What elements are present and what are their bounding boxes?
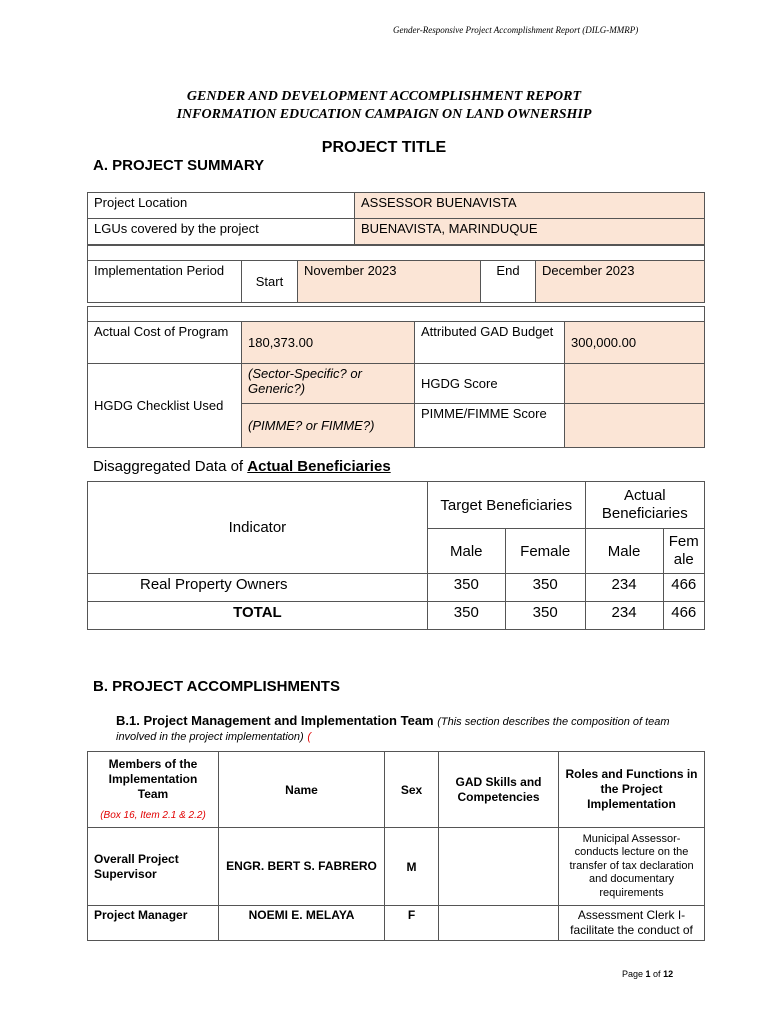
total-target-male: 350 <box>427 602 505 630</box>
sex-header: Sex <box>385 752 439 828</box>
team-table <box>87 751 705 941</box>
cost-value: 180,373.00 <box>242 322 415 364</box>
disaggregated-prefix: Disaggregated Data of <box>93 458 248 475</box>
pimme-score-label: PIMME/FIMME Score <box>415 404 565 448</box>
summary-location-table <box>87 192 705 245</box>
beneficiaries-table <box>87 481 705 630</box>
actual-header: Actual Beneficiaries <box>585 482 704 529</box>
implementation-table <box>87 245 705 303</box>
b1-title: B.1. Project Management and Implementation Team <box>116 713 434 728</box>
actual-male-header: Male <box>585 529 663 574</box>
footer-page-num: 1 <box>645 969 651 979</box>
report-title-line2: INFORMATION EDUCATION CAMPAIGN ON LAND OWNERSHIP <box>176 107 592 122</box>
row-actual-female: 466 <box>663 574 705 602</box>
footer-of: of <box>650 969 664 979</box>
lgus-label: LGUs covered by the project <box>88 219 355 245</box>
footer-total: 12 <box>663 969 674 979</box>
b1-heading <box>116 714 686 744</box>
location-value: ASSESSOR BUENAVISTA <box>355 193 705 219</box>
members-header <box>88 752 219 828</box>
gad-value: 300,000.00 <box>565 322 705 364</box>
end-value: December 2023 <box>536 261 705 303</box>
total-label: TOTAL <box>88 602 428 630</box>
member-sex: M <box>385 828 439 906</box>
report-title-line1: GENDER AND DEVELOPMENT ACCOMPLISHMENT REPORT <box>186 89 582 104</box>
b1-note: (This section describes the composition of team involved in the project implementation) <box>116 716 670 743</box>
skills-header: GAD Skills and Competencies <box>439 752 559 828</box>
hgdg-score-label: HGDG Score <box>415 364 565 404</box>
row-target-female: 350 <box>505 574 585 602</box>
row-actual-male: 234 <box>585 574 663 602</box>
members-header-note: (Box 16, Item 2.1 & 2.2) <box>100 809 206 821</box>
pimme-score-value <box>565 404 705 448</box>
project-title: PROJECT TITLE <box>321 139 447 156</box>
total-actual-male: 234 <box>585 602 663 630</box>
member-function: Assessment Clerk I- facilitate the conduct of <box>559 906 705 941</box>
cost-table <box>87 306 705 448</box>
cost-label: Actual Cost of Program <box>88 322 242 364</box>
impl-label: Implementation Period <box>88 261 242 303</box>
name-header: Name <box>219 752 385 828</box>
spacer-row <box>88 246 705 261</box>
member-name: NOEMI E. MELAYA <box>219 906 385 941</box>
lgus-value: BUENAVISTA, MARINDUQUE <box>355 219 705 245</box>
report-title <box>0 88 768 124</box>
total-actual-female: 466 <box>663 602 705 630</box>
actual-female-header: Fem ale <box>663 529 705 574</box>
hgdg-label: HGDG Checklist Used <box>88 364 242 448</box>
pimme-value: (PIMME? or FIMME?) <box>242 404 415 448</box>
member-name: ENGR. BERT S. FABRERO <box>219 828 385 906</box>
target-female-header: Female <box>505 529 585 574</box>
start-value: November 2023 <box>298 261 481 303</box>
footer-page: Page <box>622 969 646 979</box>
section-b-heading: B. PROJECT ACCOMPLISHMENTS <box>93 678 340 695</box>
row-indicator: Real Property Owners <box>88 574 428 602</box>
indicator-header: Indicator <box>88 482 428 574</box>
start-label: Start <box>242 261 298 303</box>
header-note: Gender-Responsive Project Accomplishment Report (DILG-MMRP) <box>393 25 639 35</box>
section-a-heading: A. PROJECT SUMMARY <box>93 157 265 174</box>
member-role: Overall Project Supervisor <box>88 828 219 906</box>
row-target-male: 350 <box>427 574 505 602</box>
target-male-header: Male <box>427 529 505 574</box>
gad-label: Attributed GAD Budget <box>415 322 565 364</box>
target-header: Target Beneficiaries <box>427 482 585 529</box>
spacer-row <box>88 307 705 322</box>
member-role: Project Manager <box>88 906 219 941</box>
member-sex: F <box>385 906 439 941</box>
b1-red-paren: ( <box>307 731 312 743</box>
sector-value: (Sector-Specific? or Generic?) <box>242 364 415 404</box>
members-header-label: Members of the Implementation Team <box>108 756 198 801</box>
end-label: End <box>481 261 536 303</box>
total-target-female: 350 <box>505 602 585 630</box>
roles-header: Roles and Functions in the Project Implementation <box>559 752 705 828</box>
member-skills <box>439 906 559 941</box>
hgdg-score-value <box>565 364 705 404</box>
member-skills <box>439 828 559 906</box>
member-function: Municipal Assessor- conducts lecture on the transfer of tax declaration and documentary requirements <box>559 828 705 906</box>
page-footer <box>622 969 673 979</box>
disaggregated-heading <box>93 458 391 475</box>
disaggregated-bold: Actual Beneficiaries <box>247 458 391 475</box>
location-label: Project Location <box>88 193 355 219</box>
